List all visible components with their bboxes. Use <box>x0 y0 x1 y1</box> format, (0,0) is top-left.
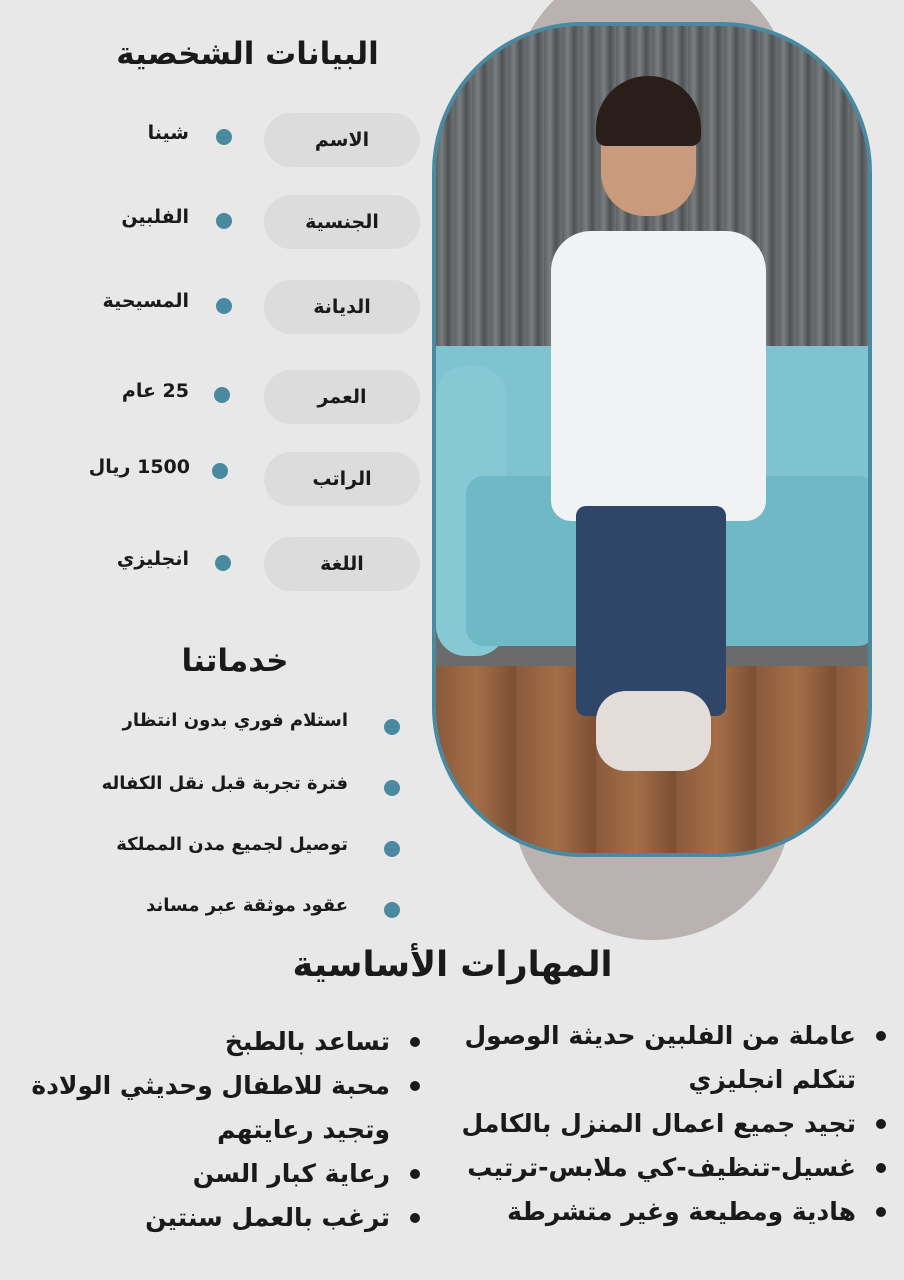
bullet-dot <box>384 719 400 735</box>
skill-item: وتجيد رعايتهم <box>217 1115 390 1144</box>
field-value-name: شينا <box>147 122 189 144</box>
photo-person-shoes <box>596 691 711 771</box>
photo-person-shirt <box>551 231 766 521</box>
field-value-nationality: الفلبين <box>121 206 189 228</box>
worker-photo <box>432 22 872 857</box>
skill-item: رعاية كبار السن <box>4 1152 424 1196</box>
bullet-dot <box>216 129 232 145</box>
skill-item: تساعد بالطبخ <box>4 1020 424 1064</box>
skills-list-left <box>4 1020 424 1240</box>
field-value-salary: 1500 ريال <box>88 456 190 478</box>
field-label-religion: الديانة <box>264 280 420 334</box>
field-label-salary: الراتب <box>264 452 420 506</box>
skill-item: عاملة من الفلبين حديثة الوصول <box>430 1014 890 1058</box>
bullet-dot <box>215 555 231 571</box>
service-item: استلام فوري بدون انتظار <box>122 710 348 731</box>
field-label-language: اللغة <box>264 537 420 591</box>
service-item: عقود موثقة عبر مساند <box>146 895 348 916</box>
skill-item: غسيل-تنظيف-كي ملابس-ترتيب <box>430 1146 890 1190</box>
skill-item: تتكلم انجليزي <box>688 1065 856 1094</box>
personal-title: البيانات الشخصية <box>116 36 379 72</box>
skill-item: هادية ومطيعة وغير متشرطة <box>430 1190 890 1234</box>
field-value-religion: المسيحية <box>102 290 189 312</box>
bullet-dot <box>384 902 400 918</box>
skills-list-right <box>430 1014 890 1234</box>
bullet-dot <box>216 213 232 229</box>
field-label-nationality: الجنسية <box>264 195 420 249</box>
service-item: توصيل لجميع مدن المملكة <box>116 834 348 855</box>
service-item: فترة تجربة قبل نقل الكفاله <box>101 773 348 794</box>
field-label-age: العمر <box>264 370 420 424</box>
skills-title: المهارات الأساسية <box>292 945 613 985</box>
bullet-dot <box>384 780 400 796</box>
field-label-name: الاسم <box>264 113 420 167</box>
photo-person-jeans <box>576 506 726 716</box>
skill-item: تجيد جميع اعمال المنزل بالكامل <box>430 1102 890 1146</box>
skill-item: ترغب بالعمل سنتين <box>4 1196 424 1240</box>
field-value-age: 25 عام <box>121 380 189 402</box>
bullet-dot <box>384 841 400 857</box>
bullet-dot <box>212 463 228 479</box>
field-value-language: انجليزي <box>116 548 189 570</box>
bullet-dot <box>216 298 232 314</box>
bullet-dot <box>214 387 230 403</box>
services-title: خدماتنا <box>181 643 289 679</box>
skill-item: محبة للاطفال وحديثي الولادة <box>4 1064 424 1108</box>
